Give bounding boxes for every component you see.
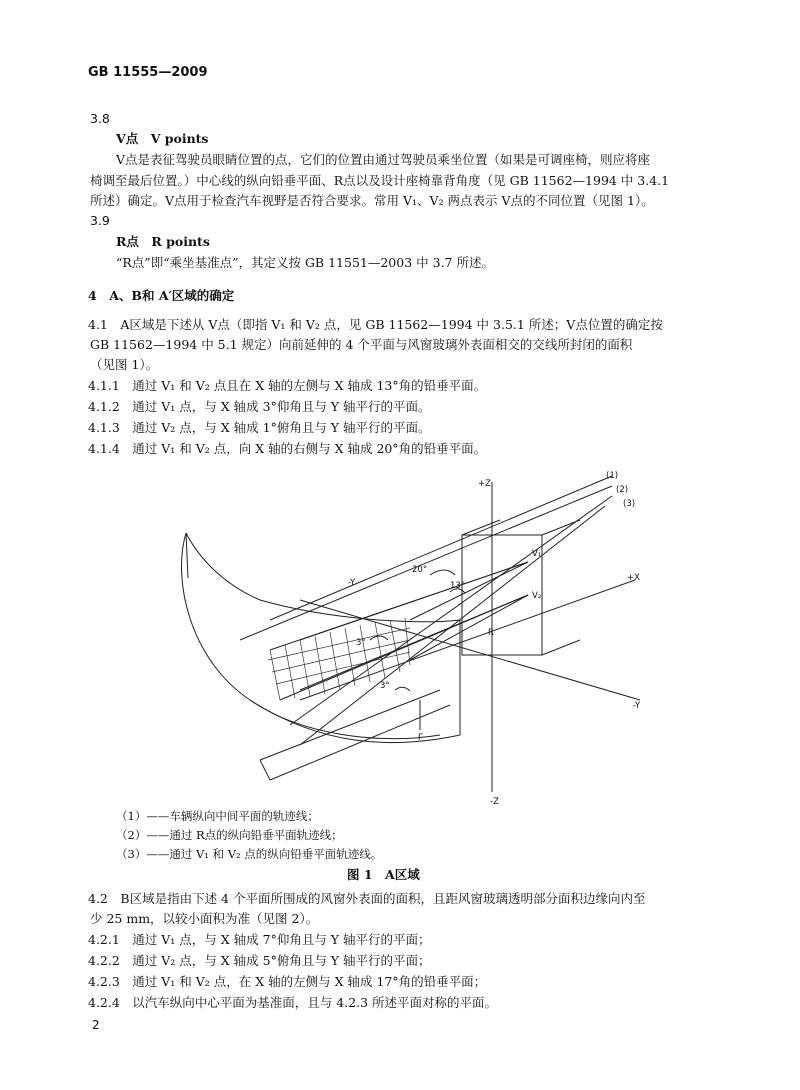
section-4-2-line2: 少 25 mm，以较小面积为准（见图 2）。 bbox=[90, 911, 319, 926]
standard-header: GB 11555—2009 bbox=[88, 65, 208, 80]
section-4-2-2: 4.2.2 通过 V₂ 点，与 X 轴成 5°俯角且与 Y 轴平行的平面； bbox=[88, 953, 431, 968]
label-minus-z: -Z bbox=[490, 797, 499, 807]
label-v2: V₂ bbox=[532, 591, 542, 601]
section-4-1-3: 4.1.3 通过 V₂ 点，与 X 轴成 1°俯角且与 Y 轴平行的平面。 bbox=[88, 420, 431, 435]
figure-1-caption: 图 1 A区域 bbox=[347, 867, 420, 882]
section-4-1-1: 4.1.1 通过 V₁ 和 V₂ 点且在 X 轴的左侧与 X 轴成 13°角的铅垂平面。 bbox=[88, 378, 487, 393]
section-4-1-line1: 4.1 A区域是下述从 V点（即指 V₁ 和 V₂ 点，见 GB 11562—1994 中 3.5.1 所述；V点位置的确定按 bbox=[88, 317, 663, 332]
label-angle-3-lower: 3° bbox=[380, 681, 390, 691]
label-angle-3-upper: 3° bbox=[356, 638, 366, 648]
section-3-8-number: 3.8 bbox=[90, 111, 110, 126]
section-4-1-line3: （见图 1）。 bbox=[90, 357, 159, 372]
section-3-9-term: R点 R points bbox=[116, 234, 210, 249]
label-gamma: Γ bbox=[418, 733, 423, 743]
label-r: R bbox=[488, 628, 494, 638]
figure-1-legend-1: （1）——车辆纵向中间平面的轨迹线； bbox=[116, 809, 319, 823]
section-4-2-4: 4.2.4 以汽车纵向中心平面为基准面，且与 4.2.3 所述平面对称的平面。 bbox=[88, 995, 498, 1010]
section-4-1-4: 4.1.4 通过 V₁ 和 V₂ 点，向 X 轴的右侧与 X 轴成 20°角的铅垂平面。 bbox=[88, 441, 487, 456]
figure-1-legend-3: （3）——通过 V₁ 和 V₂ 点的纵向铅垂平面轨迹线。 bbox=[116, 847, 383, 861]
section-3-9-number: 3.9 bbox=[90, 213, 110, 228]
label-v1: V₁ bbox=[532, 549, 542, 559]
label-minus-y-left: -Y bbox=[348, 578, 356, 588]
label-plus-x: +X bbox=[627, 573, 640, 583]
figure-1-legend-2: （2）——通过 R点的纵向铅垂平面轨迹线； bbox=[116, 828, 343, 842]
section-3-8-para-line3: 所述）确定。V点用于检查汽车视野是否符合要求。常用 V₁、V₂ 两点表示 V点的不同位置（见图 1）。 bbox=[90, 193, 654, 208]
page-number: 2 bbox=[92, 1018, 100, 1032]
section-4-2-1: 4.2.1 通过 V₁ 点，与 X 轴成 7°仰角且与 Y 轴平行的平面； bbox=[88, 932, 431, 947]
label-curve-3: (3) bbox=[623, 499, 636, 509]
label-curve-1: (1) bbox=[606, 471, 619, 481]
section-4-2-line1: 4.2 B区域是指由下述 4 个平面所围成的风窗外表面的面积，且距风窗玻璃透明部分面积边缘向内至 bbox=[88, 891, 646, 906]
section-3-9-para: “R点”即“乘坐基准点”，其定义按 GB 11551—2003 中 3.7 所述。 bbox=[116, 255, 494, 270]
label-angle-20: 20° bbox=[412, 565, 428, 575]
section-4-1-line2: GB 11562—1994 中 5.1 规定）向前延伸的 4 个平面与风窗玻璃外表面相交的交线所封闭的面积 bbox=[90, 337, 633, 352]
section-4-2-3: 4.2.3 通过 V₁ 和 V₂ 点，在 X 轴的左侧与 X 轴成 17°角的铅垂平面； bbox=[88, 974, 487, 989]
section-3-8-para-line1: V点是表征驾驶员眼睛位置的点，它们的位置由通过驾驶员乘坐位置（如果是可调座椅，则应将座 bbox=[116, 152, 651, 167]
section-4-title: 4 A、B和 A′区域的确定 bbox=[88, 288, 235, 303]
label-angle-13: 13° bbox=[450, 581, 466, 591]
section-4-1-2: 4.1.2 通过 V₁ 点，与 X 轴成 3°仰角且与 Y 轴平行的平面。 bbox=[88, 399, 431, 414]
label-minus-y-right: -Y bbox=[633, 701, 641, 711]
label-curve-2: (2) bbox=[616, 485, 629, 495]
section-3-8-term: V点 V points bbox=[116, 131, 209, 146]
label-plus-z: +Z bbox=[478, 479, 491, 489]
section-3-8-para-line2: 椅调至最后位置。）中心线的纵向铅垂平面、R点以及设计座椅靠背角度（见 GB 11562—1994 中 3.4.1 bbox=[90, 173, 670, 188]
